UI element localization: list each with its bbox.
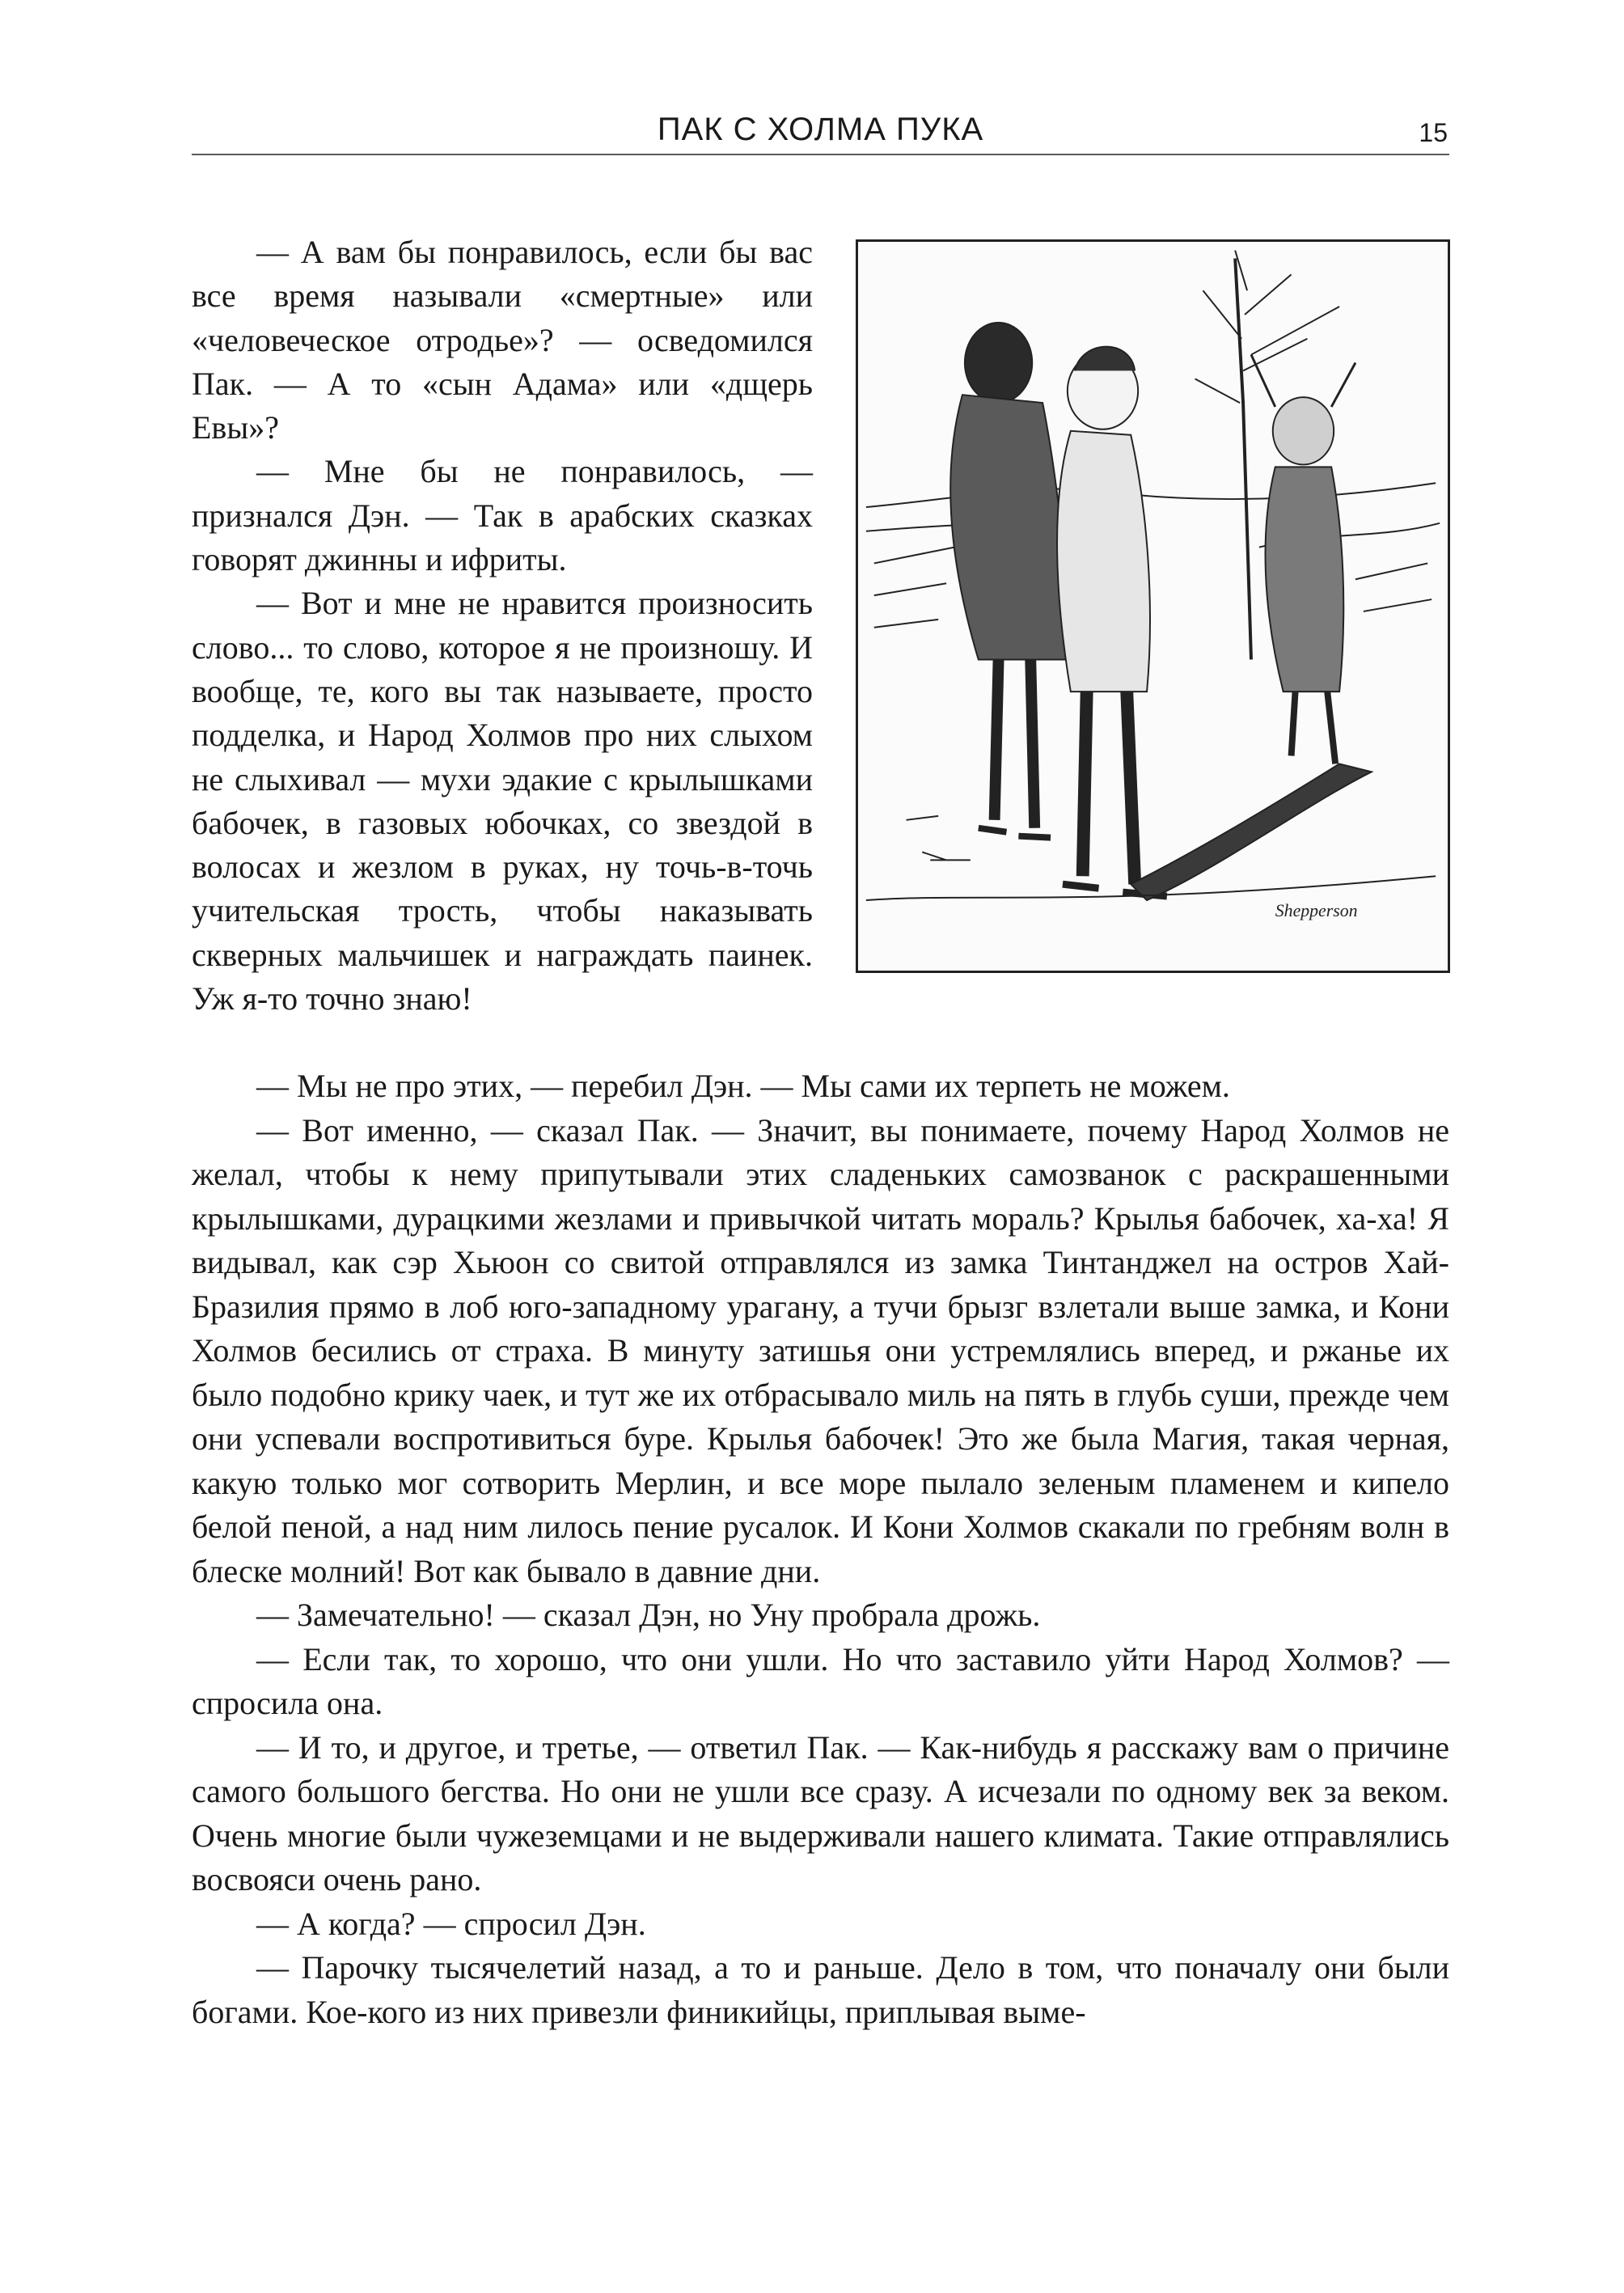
- page-header: [192, 104, 1449, 155]
- illustration: [856, 239, 1450, 973]
- paragraph: — Вот именно, — сказал Пак. — Значит, вы понимаете, почему Народ Холмов не желал, чтобы к нему припутывали этих сладеньких самозванок с раскрашенными крылышками, дурацкими жезлами и привычкой читать мораль? Крылья бабочек, ха-ха! Я видывал, как сэр Хьюон со свитой отправлялся из замка Тинтанджел на остров Хай-Бразилия прямо в лоб юго-западному урагану, а тучи брызг взлетали выше замка, и Кони Холмов бесились от страха. В минуту затишья они устремлялись вперед, и ржанье их было подобно крику чаек, и тут же их отбрасывало миль на пять в глубь суши, прежде чем они успевали воспротивиться буре. Крылья бабочек! Это же была Магия, такая черная, какую только мог сотворить Мерлин, и все море пылало зеленым пламенем и кипело белой пеной, а над ним лилось пение русалок. И Кони Холмов скакали по гребням волн в блеске молний! Вот как бывало в давние дни.: [192, 1111, 1449, 1589]
- paragraph: — Замечательно! — сказал Дэн, но Уну пробрала дрожь.: [256, 1597, 1041, 1633]
- running-title: ПАК С ХОЛМА ПУКА: [657, 112, 984, 147]
- full-text-column: [192, 1064, 1449, 2034]
- illustration-drawing: [858, 242, 1448, 971]
- page-number: 15: [1419, 118, 1448, 147]
- paragraph: — Мы не про этих, — перебил Дэн. — Мы сами их терпеть не можем.: [256, 1068, 1230, 1104]
- paragraph: — Мне бы не понравилось, — признался Дэн. — Так в арабских сказках говорят джинны и ифриты.: [192, 453, 813, 578]
- paragraph: — Парочку тысячелетий назад, а то и раньше. Дело в том, что поначалу они были богами. Кое-кого из них привезли финикийцы, приплывая выме-: [192, 1949, 1449, 2030]
- paragraph: — А вам бы понравилось, если бы вас все время называли «смертные» или «человеческое отродье»? — осведомился Пак. — А то «сын Адама» или «дщерь Евы»?: [192, 234, 813, 446]
- paragraph: — А когда? — спросил Дэн.: [256, 1905, 646, 1942]
- paragraph: — Если так, то хорошо, что они ушли. Но что заставило уйти Народ Холмов? — спросила она.: [192, 1640, 1449, 1721]
- float-text-column: [192, 231, 813, 1021]
- paragraph: — И то, и другое, и третье, — ответил Пак. — Как-нибудь я расскажу вам о причине самого большого бегства. Но они не ушли все сразу. А исчезали по одному век за веком. Очень многие были чужеземцами и не выдерживали нашего климата. Такие отправлялись восвояси очень рано.: [192, 1728, 1449, 1897]
- paragraph: — Вот и мне не нравится произносить слово... то слово, которое я не произношу. И вообще, те, кого вы так называете, просто подделка, и Народ Холмов про них слыхом не слыхивал — мухи эдакие с крылышками бабочек, в газовых юбочках, со звездой в волосах и жезлом в руках, ну точь-в-точь учительская трость, чтобы наказывать скверных мальчишек и награждать паинек. Уж я-то точно знаю!: [192, 585, 813, 1017]
- illustrator-signature: Shepperson: [1275, 900, 1358, 920]
